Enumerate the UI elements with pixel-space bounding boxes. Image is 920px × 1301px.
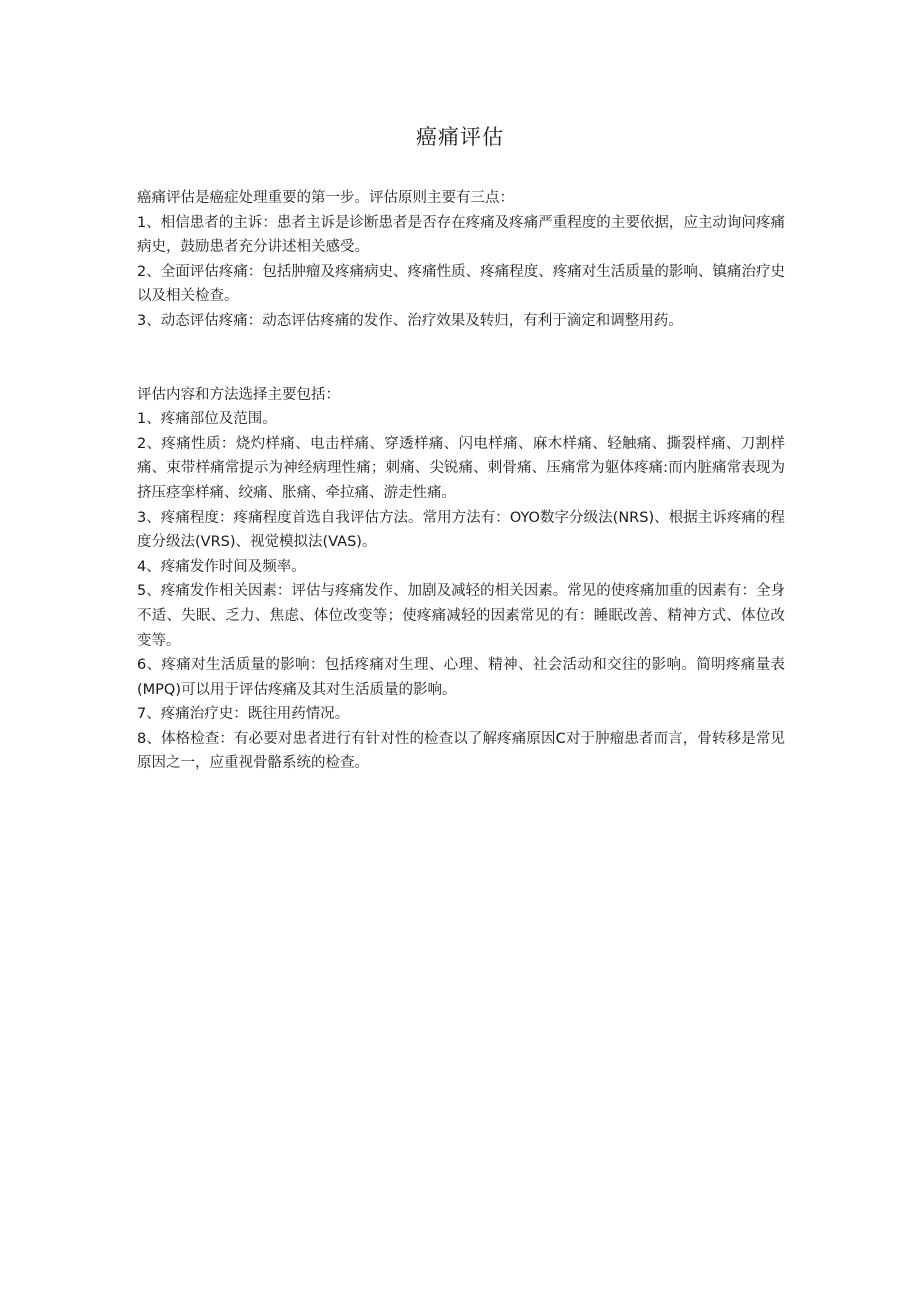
section1-item-2: 2、全面评估疼痛：包括肿瘤及疼痛病史、疼痛性质、疼痛程度、疼痛对生活质量的影响、镇痛治疗史以及相关检查。 [137,263,785,305]
section2-item-5: 5、疼痛发作相关因素：评估与疼痛发作、加剧及减轻的相关因素。常见的使疼痛加重的因素有：全身不适、失眠、乏力、焦虑、体位改变等；使疼痛减轻的因素常见的有：睡眠改善、精神方式、体位改变等。 [137,583,785,649]
section2-item-8: 8、体格检查：有必要对患者进行有针对性的检查以了解疼痛原因C对于肿瘤患者而言，骨转移是常见原因之一，应重视骨骼系统的检查。 [137,730,785,772]
section2-item-1: 1、疼痛部位及范围。 [137,411,277,428]
section2-item-7: 7、疼痛治疗史：既往用药情况。 [137,706,350,723]
section1-item-1: 1、相信患者的主诉：患者主诉是诊断患者是否存在疼痛及疼痛严重程度的主要依据，应主动询问疼痛病史，鼓励患者充分讲述相关感受。 [137,214,785,256]
document-title: 癌痛评估 [416,125,504,149]
section-spacer [137,334,785,383]
section1-item-3: 3、动态评估疼痛：动态评估疼痛的发作、治疗效果及转归，有利于滴定和调整用药。 [137,312,683,329]
section2-item-6: 6、疼痛对生活质量的影响：包括疼痛对生理、心理、精神、社会活动和交往的影响。简明疼痛量表(MPQ)可以用于评估疼痛及其对生活质量的影响。 [137,657,785,698]
section2-item-4: 4、疼痛发作时间及频率。 [137,558,306,575]
section1-intro: 癌痛评估是癌症处理重要的第一步。评估原则主要有三点： [137,190,514,206]
section2-item-2: 2、疼痛性质：烧灼样痛、电击样痛、穿透样痛、闪电样痛、麻木样痛、轻触痛、撕裂样痛、刀割样痛、束带样痛常提示为神经病理性痛；刺痛、尖锐痛、刺骨痛、压痛常为躯体疼痛:而内脏痛常表现为挤压痉挛样痛、绞痛、胀痛、牵拉痛、游走性痛。 [137,435,785,501]
section2-intro: 评估内容和方法选择主要包括： [137,386,340,403]
section2-item-3: 3、疼痛程度：疼痛程度首选自我评估方法。常用方法有：OYO数字分级法(NRS)、根据主诉疼痛的程度分级法(VRS)、视觉模拟法(VAS)。 [137,509,785,551]
document-body [137,186,785,776]
